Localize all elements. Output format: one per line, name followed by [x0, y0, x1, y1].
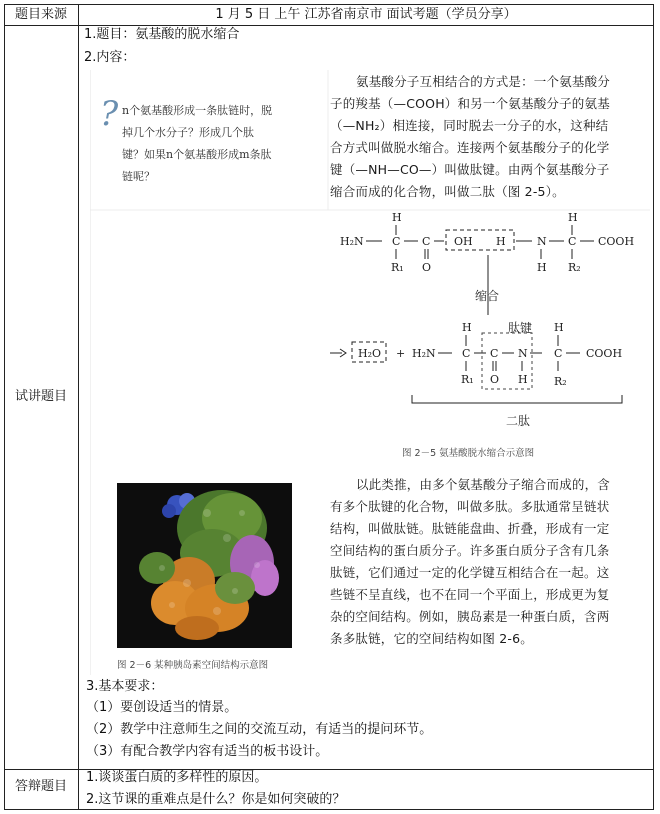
figure-dehydration-condensation [330, 205, 648, 473]
carbonyl-carbon-label: C [490, 347, 499, 360]
question-line: 链呢？ [122, 170, 155, 183]
r1-label: R₁ [391, 261, 404, 274]
h-atom-label: H [537, 261, 547, 274]
question-line: 掉几个水分子？形成几个肽 [122, 126, 254, 139]
defense-label: 答辩题目 [14, 779, 67, 794]
r2-label: R₂ [568, 261, 581, 274]
exam-source: 1 月 5 日 上午 江苏省南京市 面试考题（学员分享） [215, 7, 517, 22]
hydroxyl-label: OH [454, 235, 473, 248]
paragraph-line: 肽链，它们通过一定的化学键互相结合在一起。这 [330, 565, 610, 580]
requirement-item: （3）有配合教学内容有适当的板书设计。 [86, 744, 329, 759]
requirement-item: （1）要创设适当的情景。 [86, 700, 238, 715]
condensation-diagram [330, 205, 648, 473]
defense-question-1: 1.谈谈蛋白质的多样性的原因。 [86, 770, 268, 785]
figure-2-6-caption: 图 2－6 某种胰岛素空间结构示意图 [117, 660, 269, 671]
paragraph-condensation [330, 71, 610, 203]
h-atom-label: H [518, 373, 528, 386]
alpha-carbon-label: C [392, 235, 401, 248]
question-line: n个氨基酸形成一条肽链时，脱 [122, 104, 273, 117]
alpha-carbon-label: C [554, 347, 563, 360]
paragraph-line: 有多个肽键的化合物，叫做多肽。多肽通常呈链状 [330, 499, 610, 514]
carboxyl-label: COOH [598, 235, 635, 248]
condensation-label: 缩合 [475, 289, 500, 303]
insulin-molecule-illustration [117, 483, 292, 648]
nitrogen-label: N [537, 235, 547, 248]
paragraph-line: （—NH₂）相连接，同时脱去一分子的水，这种结 [330, 118, 609, 133]
h-atom-label: H [568, 211, 578, 224]
dipeptide-label: 二肽 [506, 414, 531, 428]
oxygen-label: O [490, 373, 500, 386]
defense-question-2: 2.这节课的重难点是什么？你是如何突破的？ [86, 792, 346, 807]
requirements-label: 3.基本要求： [86, 679, 164, 694]
paragraph-line: 缩合而成的化合物，叫做二肽（图 2-5）。 [330, 184, 565, 199]
question-text [122, 100, 272, 188]
carbonyl-carbon-label: C [422, 235, 431, 248]
paragraph-line: 杂的空间结构。例如，胰岛素是一种蛋白质，含两 [330, 609, 610, 624]
amino-group-label: H₂N [340, 235, 364, 248]
figure-2-5-caption: 图 2－5 氨基酸脱水缩合示意图 [402, 448, 535, 459]
lecture-title: 1.题目：氨基酸的脱水缩合 [84, 27, 240, 42]
question-mark-icon: ? [100, 94, 119, 134]
h-atom-label: H [462, 321, 472, 334]
r2-label: R₂ [554, 375, 567, 388]
alpha-carbon-label: C [462, 347, 471, 360]
paragraph-line: 条多肽链，它的空间结构如图 2-6。 [330, 631, 533, 646]
h-atom-label: H [496, 235, 506, 248]
paragraph-polypeptide [330, 474, 610, 650]
insulin-structure-image [117, 483, 292, 648]
h-atom-label: H [392, 211, 402, 224]
paragraph-line: 些链不呈直线，也不在同一个平面上，形成更为复 [330, 587, 610, 602]
nitrogen-label: N [518, 347, 528, 360]
r1-label: R₁ [461, 373, 474, 386]
peptide-bond-label: 肽键 [508, 321, 533, 335]
requirement-item: （2）教学中注意师生之间的交流互动，有适当的提问环节。 [86, 722, 433, 737]
label-column-divider [78, 5, 79, 809]
paragraph-line: 合方式叫做脱水缩合。连接两个氨基酸分子的化学 [330, 140, 610, 155]
water-label: H₂O [358, 347, 382, 360]
plus-sign: + [396, 347, 406, 360]
paragraph-line: 键（—NH—CO—）叫做肽键。由两个氨基酸分子 [330, 162, 610, 177]
trial-lecture-label: 试讲题目 [14, 389, 67, 404]
amino-group-label: H₂N [412, 347, 436, 360]
paragraph-line: 空间结构的蛋白质分子。许多蛋白质分子含有几条 [330, 543, 610, 558]
question-line: 键？如果n个氨基酸形成m条肽 [122, 148, 272, 161]
header-label: 题目来源 [14, 7, 67, 22]
paragraph-line: 以此类推，由多个氨基酸分子缩合而成的，含 [356, 477, 611, 492]
carboxyl-label: COOH [586, 347, 623, 360]
oxygen-label: O [422, 261, 432, 274]
thinking-question-box [100, 88, 315, 198]
alpha-carbon-label: C [568, 235, 577, 248]
paragraph-line: 氨基酸分子互相结合的方式是：一个氨基酸分 [356, 74, 611, 89]
paragraph-line: 子的羧基（—COOH）和另一个氨基酸分子的氨基 [330, 96, 610, 111]
paragraph-line: 结构，叫做肽链。肽链能盘曲、折叠，形成有一定 [330, 521, 610, 536]
content-label: 2.内容： [84, 50, 136, 65]
h-atom-label: H [554, 321, 564, 334]
